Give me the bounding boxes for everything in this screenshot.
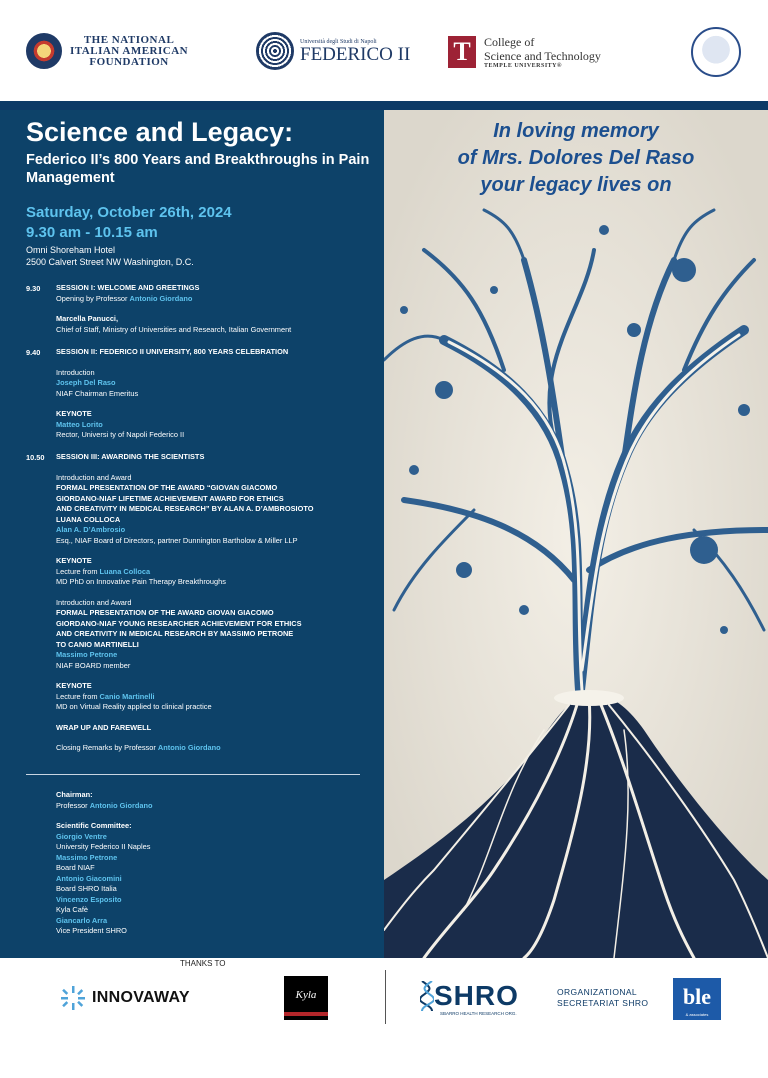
artwork-panel	[384, 110, 768, 958]
federico-logo	[256, 32, 410, 70]
keynote-1-label: KEYNOTE	[56, 556, 92, 565]
speaker-panucci: Marcella Panucci,	[56, 314, 119, 323]
shro-name: SHRO	[434, 980, 519, 1011]
committee-member-name: Giorgio Ventre	[56, 831, 107, 841]
venue-address: 2500 Calvert Street NW Washington, D.C.	[26, 257, 194, 267]
award-2-presenter: Massimo Petrone	[56, 650, 118, 659]
session-2-title: SESSION II: FEDERICO II UNIVERSITY, 800 YEARS CELEBRATION	[56, 347, 289, 356]
award-1-line-2: GIORDANO-NIAF LIFETIME ACHIEVEMENT AWARD FOR ETHICS	[56, 493, 284, 503]
session-3-time: 10.50	[26, 453, 45, 462]
memory-line-2: of Mrs. Dolores Del Raso	[457, 147, 695, 169]
event-time: 9.30 am - 10.15 am	[26, 224, 158, 241]
keynote-2-lecture: Lecture from Canio Martinelli	[56, 691, 155, 701]
keynote-2-speaker: Canio Martinelli	[99, 691, 155, 701]
award-1-line-4: LUANA COLLOCA	[56, 514, 121, 524]
memory-line-1: In loving memory	[493, 120, 659, 142]
session-2	[56, 347, 288, 441]
session-1	[56, 283, 291, 335]
org-line-1: ORGANIZATIONAL	[557, 987, 638, 997]
dna-helix-icon	[420, 981, 434, 1011]
event-date: Saturday, October 26th, 2024	[26, 204, 232, 221]
session-1-title: SESSION I: WELCOME AND GREETINGS	[56, 283, 200, 292]
award-2-label: Introduction and Award	[56, 597, 132, 607]
committee-label: Scientific Committee:	[56, 821, 132, 830]
committee-member-role: Board NIAF	[56, 863, 95, 872]
session-3-title: SESSION III: AWARDING THE SCIENTISTS	[56, 452, 205, 461]
session-2-time: 9.40	[26, 348, 41, 357]
memorial-dedication	[384, 118, 768, 199]
closing-remarks: Closing Remarks by Professor Antonio Giordano	[56, 743, 221, 752]
shro-logo	[420, 980, 519, 1016]
keynote-2-label: KEYNOTE	[56, 681, 92, 690]
innovaway-burst-icon	[60, 985, 86, 1011]
award-2-line-2: GIORDANO-NIAF YOUNG RESEARCHER ACHIEVEMENT FOR ETHICS	[56, 618, 302, 628]
keynote-1-speaker: Luana Colloca	[99, 566, 151, 576]
keynote-1-topic: MD PhD on Innovative Pain Therapy Breakthroughs	[56, 577, 226, 586]
chairman-name: Antonio Giordano	[89, 800, 153, 810]
committee-member-role: Vice President SHRO	[56, 926, 127, 935]
chairman: Professor Antonio Giordano	[56, 800, 153, 810]
committee-member-name: Antonio Giacomini	[56, 873, 122, 883]
federico-seal-icon	[256, 32, 294, 70]
volcano-tree-artwork	[384, 110, 768, 958]
federico-logo-small: Università degli Studi di Napoli	[300, 38, 377, 45]
committee-member-name: Giancarlo Arra	[56, 915, 108, 925]
opening-speaker: Antonio Giordano	[129, 293, 193, 303]
session-2-intro-label: Introduction	[56, 367, 95, 377]
award-2-line-3: AND CREATIVITY IN MEDICAL RESEARCH BY MASSIMO PETRONE	[56, 629, 294, 638]
event-title: Science and Legacy:	[26, 117, 294, 147]
award-2-line-1: FORMAL PRESENTATION OF THE AWARD GIOVAN GIACOMO	[56, 608, 274, 617]
session-1-opening: Opening by Professor Antonio Giordano	[56, 293, 193, 303]
temple-t-icon: T	[448, 36, 476, 68]
session-2-intro-role: NIAF Chairman Emeritus	[56, 388, 139, 398]
session-2-keynote-name: Matteo Lorito	[56, 419, 103, 429]
award-1-line-1: FORMAL PRESENTATION OF THE AWARD “GIOVAN GIACOMO	[56, 483, 278, 492]
award-1-presenter: Alan A. D’Ambrosio	[56, 525, 126, 534]
federico-logo-name: FEDERICO II	[300, 43, 411, 65]
committee-member-role: Kyla Cafè	[56, 905, 89, 914]
award-1-line-3: AND CREATIVITY IN MEDICAL RESEARCH” BY ALAN A. D’AMBROSIOTO	[56, 504, 314, 513]
temple-line-2: Science and Technology	[484, 49, 601, 63]
keynote-1-lecture: Lecture from Luana Colloca	[56, 566, 151, 576]
venue-name: Omni Shoreham Hotel	[26, 245, 116, 255]
committee-section	[56, 790, 153, 937]
session-1-time: 9.30	[26, 284, 41, 293]
portrait-medal-icon	[691, 27, 741, 77]
keynote-2-topic: MD on Virtual Reality applied to clinical practice	[56, 702, 212, 711]
session-3	[56, 452, 313, 754]
wrap-up-title: WRAP UP AND FAREWELL	[56, 722, 152, 732]
event-subtitle: Federico II’s 800 Years and Breakthroughs in Pain Management	[26, 152, 370, 186]
kyla-logo: Kyla	[284, 976, 328, 1020]
innovaway-name: INNOVAWAY	[92, 989, 190, 1006]
section-divider	[26, 774, 360, 775]
medal-logo	[691, 27, 741, 77]
niaf-seal-icon	[26, 33, 62, 69]
shro-subtitle: SBARRO HEALTH RESEARCH ORG.	[440, 1011, 517, 1016]
committee-member-name: Vincenzo Esposito	[56, 894, 122, 904]
session-2-keynote-label: KEYNOTE	[56, 409, 92, 418]
chairman-label: Chairman:	[56, 790, 93, 799]
niaf-logo	[26, 33, 188, 69]
committee-member-name: Massimo Petrone	[56, 852, 118, 862]
award-2-line-4: TO CANIO MARTINELLI	[56, 639, 139, 649]
innovaway-logo	[60, 985, 190, 1011]
niaf-logo-text: THE NATIONAL ITALIAN AMERICAN FOUNDATION	[70, 33, 189, 68]
organizational-secretariat	[557, 987, 648, 1009]
temple-line-1: College of	[484, 35, 535, 49]
ble-logo-subtitle: & associates	[685, 1012, 709, 1017]
volcano-crater	[554, 690, 624, 706]
award-1-label: Introduction and Award	[56, 472, 132, 482]
thanks-label: THANKS TO	[180, 959, 226, 968]
session-2-intro-name: Joseph Del Raso	[56, 378, 116, 387]
award-1-presenter-role: Esq., NIAF Board of Directors, partner Dunnington Bartholow & Miller LLP	[56, 535, 298, 545]
kyla-logo-band	[284, 1012, 328, 1016]
committee-member-role: University Federico II Naples	[56, 842, 151, 851]
temple-logo	[448, 35, 601, 69]
sponsor-divider	[385, 970, 386, 1024]
temple-line-3: TEMPLE UNIVERSITY®	[484, 63, 562, 69]
header-divider	[0, 101, 768, 110]
closing-speaker: Antonio Giordano	[157, 743, 221, 752]
ble-logo: ble	[673, 978, 721, 1020]
committee-member-role: Board SHRO Italia	[56, 884, 117, 893]
memory-line-3: your legacy lives on	[480, 174, 672, 196]
event-venue	[26, 244, 194, 268]
org-line-2: SECRETARIAT SHRO	[557, 998, 649, 1008]
speaker-panucci-role: Chief of Staff, Ministry of Universities and Research, Italian Government	[56, 324, 292, 334]
award-2-presenter-role: NIAF BOARD member	[56, 660, 131, 670]
sponsor-bar	[0, 958, 768, 1078]
session-2-keynote-role: Rector, Universi ty of Napoli Federico II	[56, 430, 185, 439]
